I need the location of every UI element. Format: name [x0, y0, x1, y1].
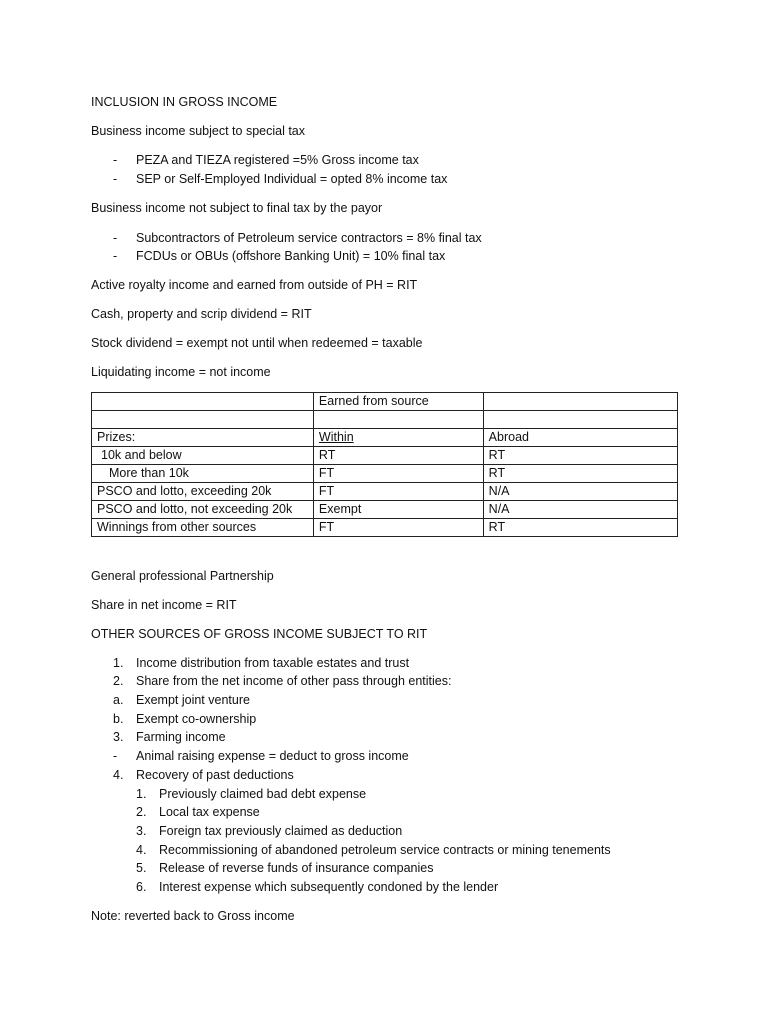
table-cell: Exempt: [313, 501, 483, 519]
list-marker: a.: [113, 693, 124, 707]
sublist-item: Interest expense which subsequently condoned by the lender: [159, 880, 499, 894]
table-row: [92, 429, 678, 447]
table-cell: Within: [313, 429, 483, 447]
table-cell: Winnings from other sources: [92, 519, 314, 537]
list-marker: 1.: [113, 656, 124, 670]
table-row: [92, 501, 678, 519]
sublist-item: Recommissioning of abandoned petroleum service contracts or mining tenements: [159, 843, 611, 857]
table-cell: N/A: [483, 483, 677, 501]
prizes-table: [91, 392, 678, 537]
table-cell: FT: [313, 483, 483, 501]
partnership-share: Share in net income = RIT: [91, 598, 237, 612]
table-cell: [313, 411, 483, 429]
table-cell: N/A: [483, 501, 677, 519]
list-marker: b.: [113, 712, 124, 726]
statement-liquidating: Liquidating income = not income: [91, 365, 271, 379]
table-cell: PSCO and lotto, exceeding 20k: [92, 483, 314, 501]
list-item: Farming income: [136, 730, 226, 744]
table-row: [92, 483, 678, 501]
sublist-item: Release of reverse funds of insurance companies: [159, 861, 434, 875]
list-item: SEP or Self-Employed Individual = opted 8% income tax: [136, 172, 448, 186]
list-item: PEZA and TIEZA registered =5% Gross income tax: [136, 153, 419, 167]
list-marker: 4.: [113, 768, 124, 782]
sublist-marker: 3.: [136, 824, 147, 838]
statement-stock-dividend: Stock dividend = exempt not until when redeemed = taxable: [91, 336, 423, 350]
sublist-marker: 4.: [136, 843, 147, 857]
table-cell: Abroad: [483, 429, 677, 447]
sublist-item: Previously claimed bad debt expense: [159, 787, 367, 801]
table-cell: [92, 393, 314, 411]
table-cell: PSCO and lotto, not exceeding 20k: [92, 501, 314, 519]
table-cell: [483, 393, 677, 411]
table-cell: RT: [483, 519, 677, 537]
list-marker: -: [113, 249, 118, 263]
section-heading-not-final-tax: Business income not subject to final tax by the payor: [91, 201, 383, 215]
sublist-marker: 5.: [136, 861, 147, 875]
list-marker: -: [113, 153, 118, 167]
table-row: [92, 519, 678, 537]
page-title: INCLUSION IN GROSS INCOME: [91, 95, 278, 109]
list-item: Recovery of past deductions: [136, 768, 294, 782]
table-cell: RT: [483, 465, 677, 483]
sublist-marker: 6.: [136, 880, 147, 894]
statement-royalty: Active royalty income and earned from outside of PH = RIT: [91, 278, 418, 292]
list-item: Share from the net income of other pass through entities:: [136, 674, 452, 688]
other-sources-heading: OTHER SOURCES OF GROSS INCOME SUBJECT TO RIT: [91, 627, 428, 641]
sublist-item: Foreign tax previously claimed as deduction: [159, 824, 403, 838]
list-marker: -: [113, 749, 118, 763]
list-item: Subcontractors of Petroleum service contractors = 8% final tax: [136, 231, 482, 245]
list-item: Exempt joint venture: [136, 693, 250, 707]
note-text: Note: reverted back to Gross income: [91, 909, 295, 923]
table-header-row: [92, 393, 678, 411]
table-cell: [483, 411, 677, 429]
partnership-heading: General professional Partnership: [91, 569, 274, 583]
list-item: Exempt co-ownership: [136, 712, 257, 726]
statement-dividend: Cash, property and scrip dividend = RIT: [91, 307, 312, 321]
table-cell: FT: [313, 519, 483, 537]
section-heading-special-tax: Business income subject to special tax: [91, 124, 305, 138]
table-cell: Prizes:: [92, 429, 314, 447]
table-cell: [92, 411, 314, 429]
table-row: [92, 447, 678, 465]
table-cell: RT: [313, 447, 483, 465]
table-cell: FT: [313, 465, 483, 483]
list-item: FCDUs or OBUs (offshore Banking Unit) = 10% final tax: [136, 249, 446, 263]
list-marker: -: [113, 172, 118, 186]
list-marker: 3.: [113, 730, 124, 744]
list-marker: 2.: [113, 674, 124, 688]
sublist-marker: 1.: [136, 787, 147, 801]
sublist-item: Local tax expense: [159, 805, 260, 819]
table-cell: Earned from source: [313, 393, 483, 411]
table-cell: RT: [483, 447, 677, 465]
table-row: [92, 465, 678, 483]
list-marker: -: [113, 231, 118, 245]
list-item: Income distribution from taxable estates and trust: [136, 656, 410, 670]
table-row: [92, 411, 678, 429]
sublist-marker: 2.: [136, 805, 147, 819]
table-cell: More than 10k: [92, 465, 314, 483]
table-cell: 10k and below: [92, 447, 314, 465]
list-item: Animal raising expense = deduct to gross income: [136, 749, 409, 763]
